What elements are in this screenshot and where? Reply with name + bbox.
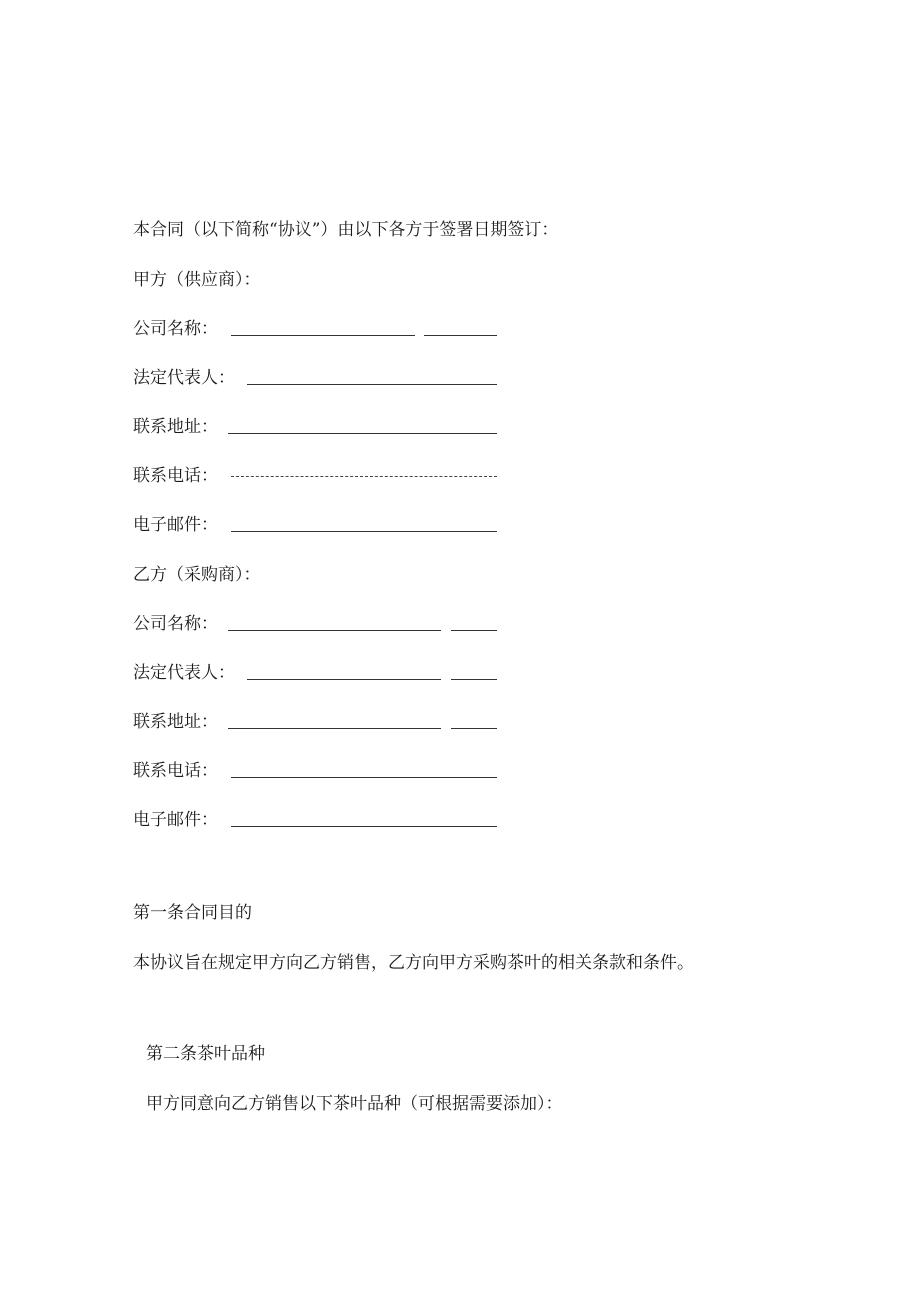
party-b-heading: 乙方（采购商）：	[133, 565, 261, 585]
party-b-legal-rep-blank-extra[interactable]	[451, 679, 497, 680]
party-b-phone-label: 联系电话：	[133, 761, 218, 781]
party-b-email-label: 电子邮件：	[133, 810, 218, 830]
party-b-address-blank[interactable]	[228, 728, 441, 729]
party-b-legal-rep-blank[interactable]	[247, 679, 441, 680]
party-a-heading: 甲方（供应商）：	[133, 270, 261, 290]
party-b-email-blank[interactable]	[231, 826, 497, 827]
party-a-company-blank[interactable]	[231, 335, 415, 336]
party-b-company-blank[interactable]	[228, 630, 441, 631]
party-a-address-label: 联系地址：	[133, 417, 218, 437]
article-2-title: 第二条茶叶品种	[146, 1044, 265, 1064]
party-a-legal-rep-label: 法定代表人：	[133, 368, 235, 388]
article-1-title: 第一条合同目的	[133, 903, 252, 923]
party-a-company-blank-extra[interactable]	[424, 335, 497, 336]
party-a-phone-label: 联系电话：	[133, 466, 218, 486]
party-b-company-label: 公司名称：	[133, 614, 218, 634]
party-b-phone-blank[interactable]	[231, 777, 497, 778]
article-1-body: 本协议旨在规定甲方向乙方销售，乙方向甲方采购茶叶的相关条款和条件。	[133, 953, 694, 973]
party-a-legal-rep-blank[interactable]	[247, 384, 497, 385]
party-a-email-blank[interactable]	[231, 531, 497, 532]
party-a-email-label: 电子邮件：	[133, 515, 218, 535]
party-a-address-blank[interactable]	[228, 433, 497, 434]
party-b-company-blank-extra[interactable]	[451, 630, 497, 631]
party-b-address-label: 联系地址：	[133, 712, 218, 732]
article-2-body: 甲方同意向乙方销售以下茶叶品种（可根据需要添加）：	[146, 1094, 563, 1114]
party-a-company-label: 公司名称：	[133, 319, 218, 339]
party-b-legal-rep-label: 法定代表人：	[133, 663, 235, 683]
party-a-phone-blank[interactable]	[231, 476, 497, 477]
intro-paragraph: 本合同（以下简称“协议”）由以下各方于签署日期签订：	[133, 220, 559, 240]
party-b-address-blank-extra[interactable]	[451, 728, 497, 729]
